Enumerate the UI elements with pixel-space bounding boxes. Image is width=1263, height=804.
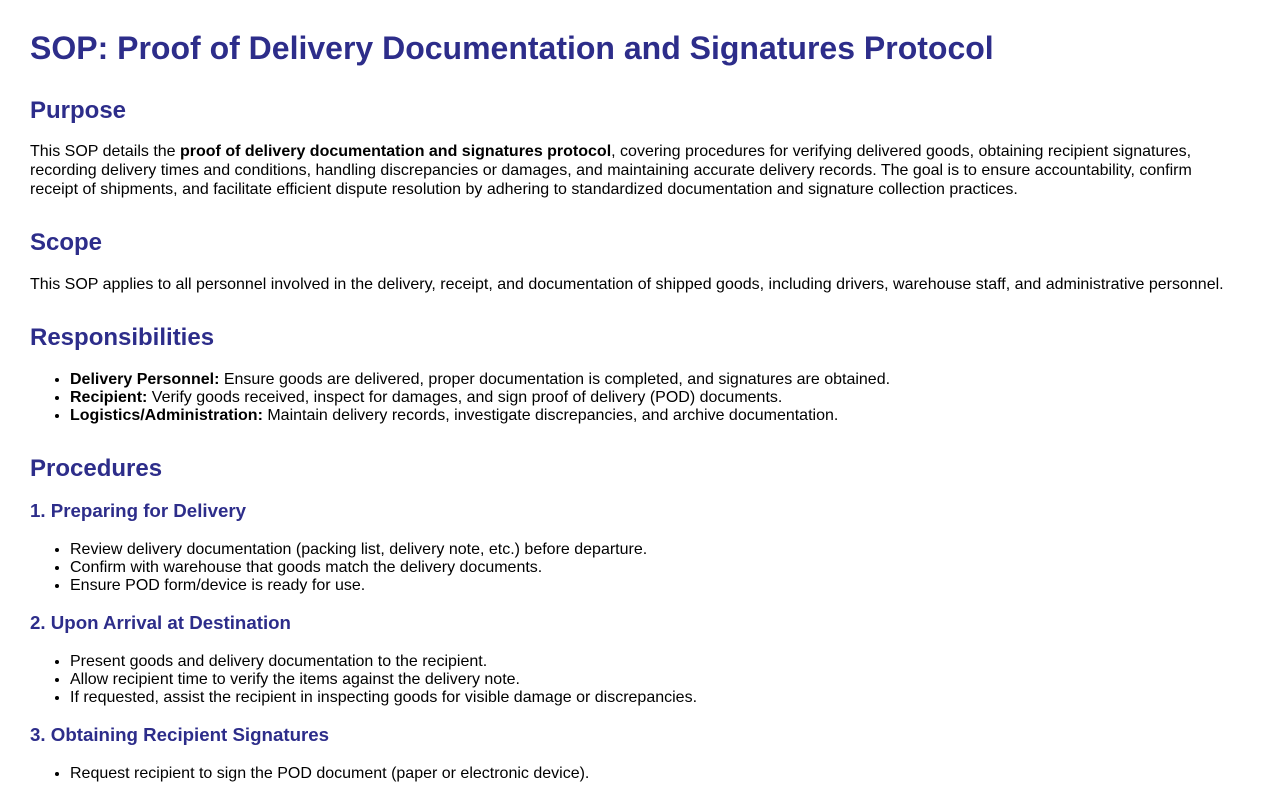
- section-procedures: [30, 456, 1233, 783]
- procedure-step-3-heading: 3. Obtaining Recipient Signatures: [30, 724, 330, 746]
- procedure-step-1-heading: 1. Preparing for Delivery: [30, 500, 247, 522]
- list-item: • Ensure POD form/device is ready for use.: [70, 577, 1233, 595]
- list-item: • Review delivery documentation (packing list, delivery note, etc.) before departure.: [70, 541, 1233, 559]
- list-item: [70, 407, 1233, 425]
- section-responsibilities: [30, 325, 1233, 425]
- purpose-heading: Purpose: [30, 96, 127, 124]
- purpose-paragraph: [30, 143, 1233, 199]
- procedure-step-1-list: [30, 541, 1233, 595]
- purpose-bold-term: proof of delivery documentation and signatures protocol: [180, 143, 612, 161]
- procedure-step-2-list: [30, 653, 1233, 707]
- role-label: Recipient:: [70, 388, 148, 406]
- list-item: • Allow recipient time to verify the items against the delivery note.: [70, 671, 1233, 689]
- role-label: Delivery Personnel:: [70, 370, 220, 388]
- section-purpose: [30, 98, 1233, 200]
- list-item: • Present goods and delivery documentation to the recipient.: [70, 653, 1233, 671]
- responsibilities-list: [30, 371, 1233, 425]
- role-text: Maintain delivery records, investigate discrepancies, and archive documentation.: [262, 407, 839, 424]
- page-title: SOP: Proof of Delivery Documentation and Signatures Protocol: [30, 30, 994, 66]
- procedure-step-2-heading: 2. Upon Arrival at Destination: [30, 612, 291, 634]
- list-item: [70, 371, 1233, 389]
- purpose-text-after: , covering procedures for verifying delivered goods, obtaining recipient signatures, recording delivery times and conditions, handling discrepancies or damages, and maintaining accurate delivery records. The goal is to ensure accountability, confirm receipt of shipments, and facilitate efficient dispute resolution by adhering to standardized documentation and signature collection practices.: [30, 143, 1192, 198]
- list-item: • Request recipient to sign the POD document (paper or electronic device).: [70, 765, 1233, 783]
- role-label: Logistics/Administration:: [70, 407, 263, 424]
- responsibilities-heading: Responsibilities: [30, 324, 215, 352]
- list-item: • If requested, assist the recipient in inspecting goods for visible damage or discrepancies.: [70, 689, 1233, 707]
- scope-paragraph: This SOP applies to all personnel involved in the delivery, receipt, and documentation of shipped goods, including drivers, warehouse staff, and administrative personnel.: [30, 275, 1224, 293]
- procedures-heading: Procedures: [30, 455, 163, 483]
- list-item: • Confirm with warehouse that goods match the delivery documents.: [70, 559, 1233, 577]
- section-scope: [30, 230, 1233, 294]
- scope-heading: Scope: [30, 229, 103, 257]
- role-text: Ensure goods are delivered, proper documentation is completed, and signatures are obtained.: [219, 370, 891, 388]
- list-item: [70, 389, 1233, 407]
- role-text: Verify goods received, inspect for damages, and sign proof of delivery (POD) documents.: [147, 388, 783, 406]
- sop-document: [30, 30, 1233, 783]
- purpose-text-before: This SOP details the: [30, 143, 180, 161]
